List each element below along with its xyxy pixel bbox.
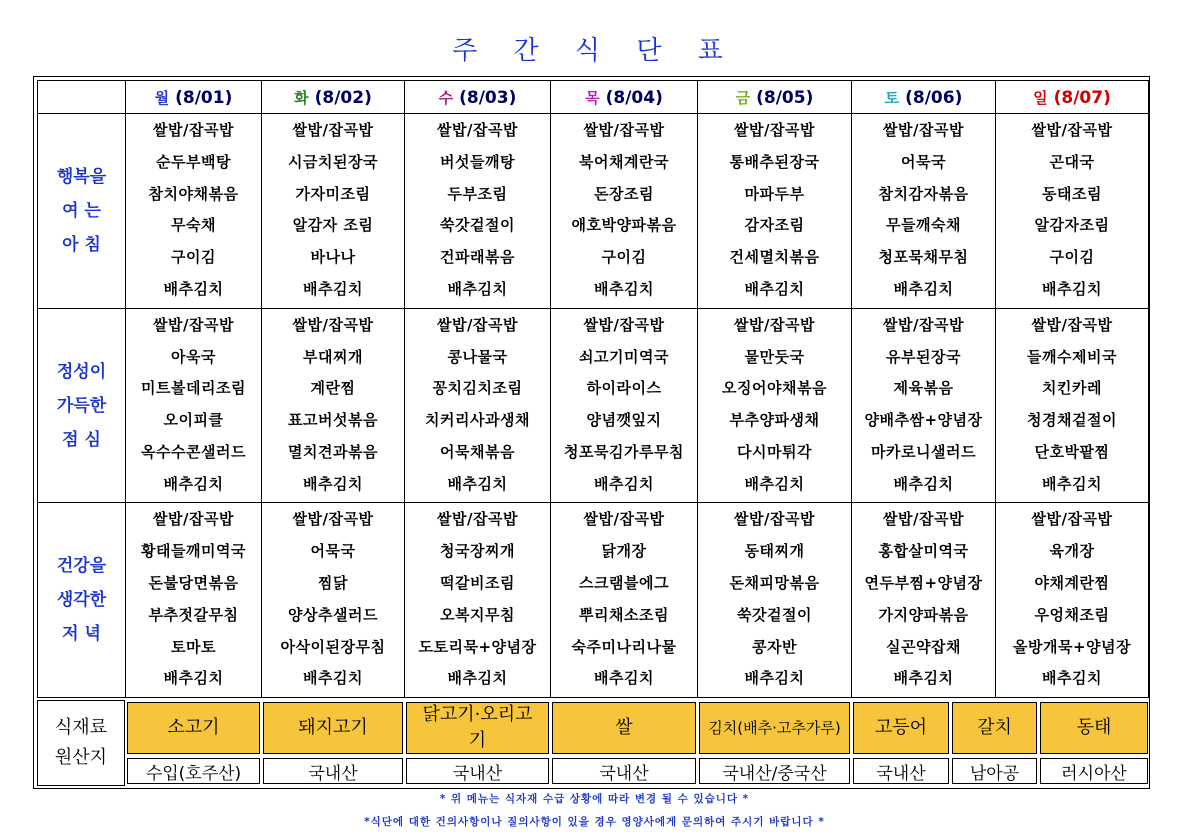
day-header [126,81,262,114]
menu-item: 배추김치 [303,669,363,688]
menu-item: 콩자반 [752,637,797,656]
menu-item: 연두부찜+양념장 [864,573,983,592]
menu-item: 배추김치 [893,474,954,493]
meal-cell [262,308,405,503]
origin-food: 김치(배추·고추가루) [699,702,850,754]
meal-name-cell [38,114,126,309]
menu-item: 아삭이된장무침 [280,637,386,656]
meal-cell [405,308,551,503]
menu-item: 유부된장국 [886,347,961,366]
origin-food: 돼지고기 [263,702,403,754]
day-icon: 화 [294,88,309,107]
menu-item: 배추김치 [1042,669,1102,688]
menu-item: 배추김치 [594,474,654,493]
meal-cell [996,308,1149,503]
menu-item: 표고버섯볶음 [288,411,378,430]
menu-item: 순두부백탕 [156,152,231,171]
day-date: (8/05) [756,87,814,108]
menu-item: 청국장찌개 [440,542,515,561]
menu-item: 참치감자볶음 [878,184,969,203]
origin-food: 쌀 [552,702,696,754]
menu-item: 배추김치 [163,280,224,299]
day-date: (8/04) [605,87,663,108]
meal-cell [996,114,1149,309]
meal-name [38,160,125,262]
menu-item: 하이라이스 [586,379,662,398]
menu-item: 북어채계란국 [579,152,669,171]
menu-item: 어묵국 [310,542,356,561]
menu-item: 돈장조림 [594,184,654,203]
meal-cell [698,308,852,503]
menu-item: 닭개장 [601,542,647,561]
menu-change-note: * 위 메뉴는 식자재 수급 상황에 따라 변경 될 수 있습니다 * [439,793,750,805]
menu-item: 건세멸치볶음 [729,248,820,267]
day-icon: 토 [884,88,900,107]
menu-item: 어묵국 [901,152,946,171]
menu-item: 시금치된장국 [288,152,378,171]
menu-item: 배추김치 [1042,280,1102,299]
day-header [405,81,551,114]
menu-item: 다시마튀각 [737,442,812,461]
origin-source: 국내산 [406,758,549,784]
origin-source: 국내산 [853,758,949,784]
menu-item: 꽁치김치조림 [432,379,523,398]
menu-item: 배추김치 [303,280,363,299]
day-icon: 목 [585,88,600,107]
menu-item: 옥수수콘샐러드 [141,442,246,461]
day-date: (8/03) [459,87,517,108]
menu-item: 쌀밥/잡곡밥 [1031,315,1113,334]
origin-source: 러시아산 [1040,758,1148,784]
menu-item: 쌀밥/잡곡밥 [734,315,815,334]
day-date: (8/07) [1053,87,1111,108]
menu-item: 쌀밥/잡곡밥 [292,121,374,140]
meal-name-line: 가득한 [56,395,107,416]
menu-item: 쑥갓겉절이 [737,605,812,624]
menu-item: 쌀밥/잡곡밥 [883,315,964,334]
menu-item: 배추김치 [893,669,954,688]
menu-item: 배추김치 [447,280,508,299]
menu-item: 마카로니샐러드 [871,442,976,461]
meal-name-cell [38,503,126,698]
menu-item: 단호박팥찜 [1034,442,1110,461]
menu-item: 구이김 [171,248,216,267]
meal-cell [262,503,405,698]
meal-name-line: 행복을 [56,166,107,187]
origin-source: 국내산 [263,758,403,784]
menu-item: 우엉채조림 [1034,605,1110,624]
menu-item: 배추김치 [744,669,805,688]
menu-item: 곤대국 [1049,152,1095,171]
header-corner [38,81,126,114]
menu-item: 쌀밥/잡곡밥 [292,315,374,334]
origin-source: 수입(호주산) [127,758,260,784]
meal-cell [126,114,262,309]
meal-name [38,355,125,457]
day-date: (8/01) [175,87,233,108]
menu-item: 배추김치 [303,474,363,493]
menu-item: 애호박양파볶음 [571,216,677,235]
menu-item: 쌀밥/잡곡밥 [1031,121,1113,140]
menu-item: 숙주미나리나물 [571,637,677,656]
origin-source: 국내산 [552,758,696,784]
menu-item: 쌀밥/잡곡밥 [292,510,374,529]
menu-item: 물만둣국 [744,347,805,366]
menu-item: 오이피클 [163,411,224,430]
menu-item: 쌀밥/잡곡밥 [153,315,234,334]
origin-food: 소고기 [127,702,260,754]
menu-item: 동태찌개 [744,542,805,561]
menu-item: 돈채피망볶음 [729,573,820,592]
menu-item: 쌀밥/잡곡밥 [734,121,815,140]
menu-item: 쌀밥/잡곡밥 [437,121,518,140]
menu-item: 쌀밥/잡곡밥 [583,510,665,529]
menu-item: 동태조림 [1042,184,1102,203]
menu-item: 쌀밥/잡곡밥 [437,510,518,529]
meal-row [38,308,1149,503]
day-date: (8/02) [314,87,372,108]
origin-label-line2: 원산지 [54,747,108,768]
menu-item: 올방개묵+양념장 [1013,637,1131,656]
menu-item: 가지양파볶음 [878,605,969,624]
menu-item: 미트볼데리조림 [141,379,246,398]
menu-item: 배추김치 [893,280,954,299]
menu-item: 쌀밥/잡곡밥 [583,315,665,334]
meal-cell [852,503,996,698]
menu-item: 들깨수제비국 [1027,347,1117,366]
day-icon: 수 [438,88,454,107]
menu-item: 아욱국 [171,347,216,366]
meal-cell [551,308,698,503]
menu-item: 오복지무침 [440,605,515,624]
menu-item: 쇠고기미역국 [579,347,669,366]
menu-item: 마파두부 [744,184,805,203]
menu-item: 버섯들깨탕 [440,152,515,171]
meal-row [38,503,1149,698]
menu-item: 콩나물국 [447,347,508,366]
origin-food: 갈치 [952,702,1037,754]
meal-cell [405,503,551,698]
menu-item: 야채계란찜 [1034,573,1110,592]
menu-item: 쌀밥/잡곡밥 [153,121,234,140]
menu-item: 찜닭 [318,573,348,592]
meal-cell [852,114,996,309]
meal-name-line: 생각한 [56,590,107,611]
origin-food: 닭고기·오리고기 [406,702,549,754]
meal-name-line: 여 는 [62,200,101,221]
menu-item: 구이김 [601,248,647,267]
menu-item: 뿌리채소조림 [579,605,669,624]
day-icon: 일 [1033,88,1048,107]
menu-item: 가자미조림 [295,184,371,203]
menu-item: 어묵채볶음 [440,442,515,461]
meal-name-cell [38,308,126,503]
menu-item: 알감자 조림 [292,216,374,235]
meal-cell [405,114,551,309]
menu-item: 건파래볶음 [440,248,515,267]
menu-item: 스크램블에그 [579,573,669,592]
menu-item: 배추김치 [163,474,224,493]
menu-item: 두부조림 [447,184,508,203]
menu-item: 배추김치 [163,669,224,688]
menu-item: 부추젓갈무침 [148,605,239,624]
meal-cell [126,308,262,503]
menu-item: 돈불당면볶음 [148,573,239,592]
menu-item: 황태들깨미역국 [141,542,246,561]
menu-item: 부추양파생채 [729,411,820,430]
meal-cell [852,308,996,503]
meal-cell [262,114,405,309]
meal-name [38,549,125,651]
day-icon: 월 [154,88,170,107]
page-title: 주 간 식 단 표 [452,36,737,66]
menu-item: 실곤약잡채 [886,637,961,656]
menu-item: 배추김치 [1042,474,1102,493]
menu-item: 통배추된장국 [729,152,820,171]
menu-item: 무들깨숙채 [886,216,961,235]
menu-item: 배추김치 [594,280,654,299]
menu-item: 쑥갓겉절이 [440,216,515,235]
menu-item: 양배추쌈+양념장 [864,411,983,430]
menu-item: 쌀밥/잡곡밥 [734,510,815,529]
day-header [698,81,852,114]
meal-cell [551,503,698,698]
menu-item: 배추김치 [447,669,508,688]
menu-item: 바나나 [310,248,356,267]
menu-item: 떡갈비조림 [440,573,515,592]
meal-cell [698,503,852,698]
menu-item: 배추김치 [744,474,805,493]
menu-item: 배추김치 [594,669,654,688]
day-header [262,81,405,114]
header-row [38,81,1149,114]
menu-item: 치킨카레 [1042,379,1102,398]
menu-item: 참치야채볶음 [148,184,239,203]
menu-item: 계란찜 [310,379,356,398]
day-date: (8/06) [905,87,963,108]
inquiry-note: *식단에 대한 건의사항이나 질의사항이 있을 경우 영양사에게 문의하여 주시기 바랍니다 * [364,816,825,828]
meal-cell [698,114,852,309]
day-icon: 금 [735,88,751,107]
menu-item: 쌀밥/잡곡밥 [883,510,964,529]
menu-item: 오징어야채볶음 [722,379,827,398]
menu-item: 토마토 [171,637,216,656]
origin-source: 국내산/중국산 [699,758,850,784]
menu-item: 쌀밥/잡곡밥 [1031,510,1113,529]
meal-row [38,114,1149,309]
menu-item: 육개장 [1049,542,1095,561]
meal-name-line: 건강을 [56,556,107,577]
menu-item: 홍합살미역국 [878,542,969,561]
menu-item: 멸치견과볶음 [288,442,378,461]
meal-cell [551,114,698,309]
menu-item: 양상추샐러드 [288,605,378,624]
meal-name-line: 점 심 [62,429,101,450]
menu-item: 쌀밥/잡곡밥 [883,121,964,140]
meal-name-line: 정성이 [56,361,107,382]
menu-item: 배추김치 [447,474,508,493]
origin-label [37,700,125,786]
menu-item: 치커리사과생채 [425,411,530,430]
menu-item: 쌀밥/잡곡밥 [153,510,234,529]
meal-name-line: 저 녁 [62,624,101,645]
menu-item: 청포묵채무침 [878,248,969,267]
menu-item: 도토리묵+양념장 [418,637,537,656]
menu-item: 알감자조림 [1034,216,1110,235]
menu-item: 구이김 [1049,248,1095,267]
menu-item: 무숙채 [171,216,216,235]
meal-name-line: 아 침 [62,234,101,255]
meal-cell [126,503,262,698]
menu-item: 배추김치 [744,280,805,299]
meal-cell [996,503,1149,698]
origin-source: 남아공 [952,758,1037,784]
origin-food: 동태 [1040,702,1148,754]
menu-item: 청경채겉절이 [1027,411,1117,430]
origin-label-line1: 식재료 [54,717,108,738]
day-header [996,81,1149,114]
menu-item: 쌀밥/잡곡밥 [437,315,518,334]
menu-item: 쌀밥/잡곡밥 [583,121,665,140]
menu-item: 양념깻잎지 [586,411,662,430]
menu-item: 청포묵김가루무침 [564,442,684,461]
origin-food: 고등어 [853,702,949,754]
menu-item: 제육볶음 [893,379,954,398]
weekly-menu-table [37,80,1149,698]
day-header [551,81,698,114]
day-header [852,81,996,114]
menu-item: 부대찌개 [303,347,363,366]
menu-item: 감자조림 [744,216,805,235]
